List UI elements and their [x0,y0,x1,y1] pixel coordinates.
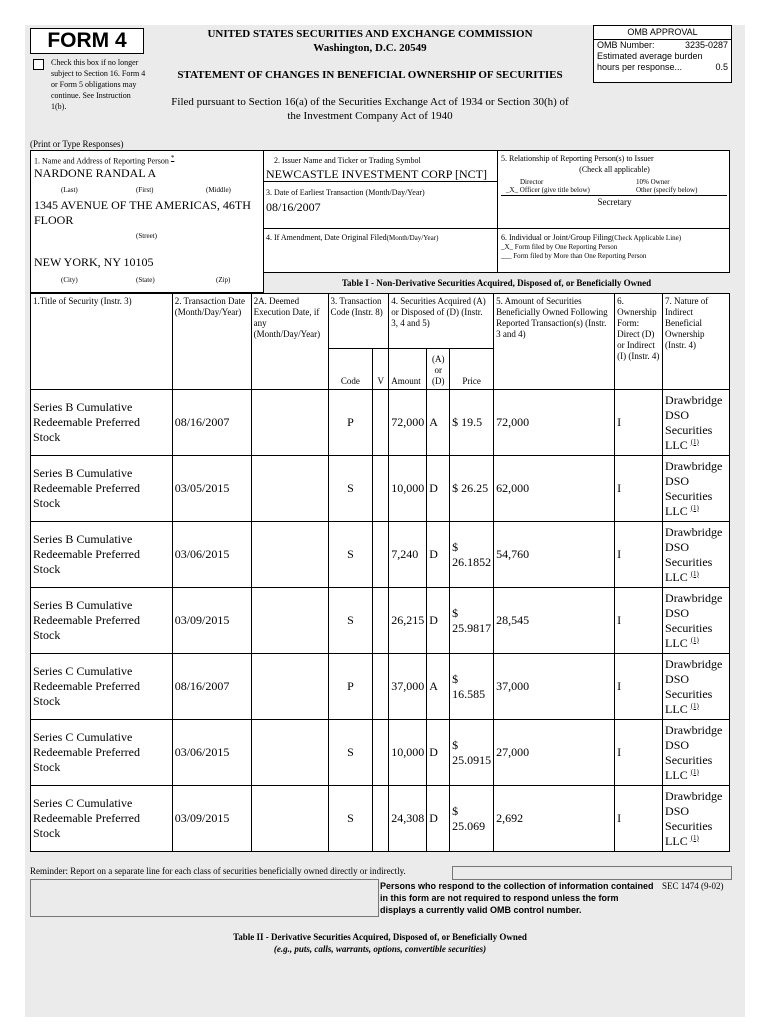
statement-title: STATEMENT OF CHANGES IN BENEFICIAL OWNERSHIP OF SECURITIES [177,69,563,81]
price-text: $ 25.069 [452,803,486,833]
street-address: 1345 AVENUE OF THE AMERICAS, 46TH FLOOR [34,198,251,227]
footnote-link[interactable]: (1) [690,833,699,842]
checkbox-note: Check this box if no longer subject to Section 16. Form 4 or Form 5 obligations may continue. See Instruction 1(b). [51,58,146,111]
one-person-option[interactable]: _X_ Form filed by One Reporting Person [501,243,618,251]
ownership-form-text: I [617,745,622,759]
v-subheader: V [373,349,389,390]
transaction-date-text: 03/06/2015 [174,745,230,759]
price [450,456,494,522]
transaction-code [328,588,373,654]
ownership-form-text: I [617,547,622,561]
form-title: FORM 4 [30,28,144,54]
security-title [31,720,173,786]
box1-label-text: 1. Name and Address of Reporting Person [34,156,169,166]
nature-of-ownership-text: Drawbridge DSO Securities LLC [665,722,723,782]
box5-sub: (Check all applicable) [579,165,650,174]
omb-approval-box [593,25,732,83]
security-title-text: Series C Cumulative Redeemable Preferred Stock [33,796,140,840]
security-title [31,786,173,852]
box1-footnote[interactable]: * [170,154,175,162]
ownership-form-text: I [617,613,622,627]
acquired-or-disposed [427,588,450,654]
nature-of-ownership [663,654,730,720]
footnote-link[interactable]: (1) [690,635,699,644]
transaction-date-text: 08/16/2007 [174,679,230,693]
transaction-code-text: P [347,415,354,429]
security-title-text: Series B Cumulative Redeemable Preferred Stock [33,400,140,444]
table-row [31,390,730,456]
filed-pursuant-line2: the Investment Company Act of 1940 [287,110,453,122]
deemed-date [251,654,328,720]
amount-owned [494,786,615,852]
amount-owned [494,588,615,654]
v-flag [373,456,389,522]
transaction-code-text: S [347,811,354,825]
price-subheader: Price [450,349,494,390]
relationship-box [497,150,730,229]
transaction-date [172,390,251,456]
col-title-header: 1.Title of Security (Instr. 3) [31,294,173,390]
acquired-or-disposed-text: D [429,745,438,759]
transaction-code [328,654,373,720]
persons-notice: Persons who respond to the collection of information contained in this form are not required to respond unless the form displays a currently valid OMB control number. [380,881,654,915]
code-subheader: Code [328,349,373,390]
last-caption: (Last) [61,186,78,194]
transaction-date-text: 03/06/2015 [174,547,230,561]
issuer-box [263,150,498,182]
ownership-form-text: I [617,679,622,693]
acquired-or-disposed-text: D [429,481,438,495]
price-text: $ 25.9817 [452,605,492,635]
footnote-link[interactable]: (1) [690,437,699,446]
ownership-form [615,654,663,720]
footnote-link[interactable]: (1) [690,569,699,578]
transaction-code [328,786,373,852]
transaction-code [328,456,373,522]
nature-of-ownership [663,786,730,852]
box3-label: 3. Date of Earliest Transaction (Month/Day/Year) [266,188,425,197]
security-title-text: Series B Cumulative Redeemable Preferred Stock [33,598,140,642]
amount-owned-text: 2,692 [496,811,524,825]
price [450,720,494,786]
price-text: $ 26.25 [452,481,489,495]
amount [389,522,427,588]
zip-caption: (Zip) [216,276,231,284]
col-date-header: 2. Transaction Date (Month/Day/Year) [172,294,251,390]
ownership-form [615,390,663,456]
transaction-date-text: 08/16/2007 [174,415,230,429]
transaction-code [328,522,373,588]
deemed-date [251,522,328,588]
amount [389,588,427,654]
other-option[interactable]: Other (specify below) [636,186,698,194]
amount [389,390,427,456]
table-row [31,522,730,588]
deemed-date [251,786,328,852]
footnote-link[interactable]: (1) [690,701,699,710]
price [450,390,494,456]
table-row [31,786,730,852]
nature-of-ownership [663,456,730,522]
no-longer-subject-checkbox[interactable] [33,59,44,70]
acquired-or-disposed-text: A [429,415,438,429]
acquired-or-disposed-text: A [429,679,438,693]
box4-label [266,233,438,242]
transaction-code-text: S [347,547,354,561]
amount-text: 37,000 [391,679,425,693]
box4-label-text: 4. If Amendment, Date Original Filed [266,233,387,242]
ten-percent-owner-option[interactable]: 10% Owner [636,178,670,186]
a-or-d-subheader: (A) or (D) [427,349,450,390]
ownership-form [615,720,663,786]
transaction-date [172,720,251,786]
box4-sub: (Month/Day/Year) [386,234,439,242]
nature-of-ownership-text: Drawbridge DSO Securities LLC [665,656,723,716]
acquired-or-disposed [427,456,450,522]
officer-title: Secretary [597,197,632,207]
box6-label-text: 6. Individual or Joint/Group Filing [501,233,612,242]
security-title [31,588,173,654]
v-flag [373,588,389,654]
nature-of-ownership-text: Drawbridge DSO Securities LLC [665,524,723,584]
amount-owned-text: 72,000 [496,415,530,429]
security-title [31,654,173,720]
table-row [31,654,730,720]
price [450,522,494,588]
omb-hours-row [594,62,731,73]
price [450,786,494,852]
transaction-code-text: S [347,613,354,627]
table1-title: Table I - Non-Derivative Securities Acquired, Disposed of, or Beneficially Owned [341,278,652,288]
box2-label: 2. Issuer Name and Ticker or Trading Symbol [274,156,421,165]
nature-of-ownership-text: Drawbridge DSO Securities LLC [665,590,723,650]
deemed-date [251,720,328,786]
amount [389,786,427,852]
amount-owned-text: 28,545 [496,613,530,627]
ownership-form [615,456,663,522]
print-type-note: (Print or Type Responses) [30,139,124,149]
security-title-text: Series C Cumulative Redeemable Preferred Stock [33,664,140,708]
ownership-form [615,588,663,654]
multiple-persons-option[interactable]: ___ Form filed by More than One Reporting Person [501,252,647,260]
transaction-date [172,654,251,720]
transaction-date [172,456,251,522]
deemed-date [251,456,328,522]
col-code-header: 3. Transaction Code (Instr. 8) [328,294,389,349]
omb-title: OMB APPROVAL [594,26,731,40]
ownership-form [615,786,663,852]
security-title-text: Series B Cumulative Redeemable Preferred Stock [33,466,140,510]
acquired-or-disposed-text: D [429,613,438,627]
street-caption: (Street) [136,232,157,240]
transaction-date [172,588,251,654]
col-nature-header: 7. Nature of Indirect Beneficial Ownership (Instr. 4) [663,294,730,390]
box1-label [34,154,174,166]
nature-of-ownership [663,720,730,786]
security-title-text: Series C Cumulative Redeemable Preferred Stock [33,730,140,774]
nature-of-ownership [663,390,730,456]
table1 [30,293,730,852]
footnote-link[interactable]: (1) [690,503,699,512]
security-title-text: Series B Cumulative Redeemable Preferred Stock [33,532,140,576]
transaction-code-text: S [347,745,354,759]
acquired-or-disposed [427,654,450,720]
acquired-or-disposed-text: D [429,547,438,561]
transaction-date [172,522,251,588]
amount-owned-text: 37,000 [496,679,530,693]
col-form-header: 6. Ownership Form: Direct (D) or Indirect (I) (Instr. 4) [615,294,663,390]
nature-of-ownership [663,588,730,654]
amount-owned [494,456,615,522]
amount-owned [494,654,615,720]
transaction-code-text: S [347,481,354,495]
amount-owned-text: 54,760 [496,547,530,561]
box6-sub: (Check Applicable Line) [611,234,682,242]
price-text: $ 16.585 [452,671,486,701]
transaction-code [328,390,373,456]
table-row [31,720,730,786]
issuer-name-ticker: NEWCASTLE INVESTMENT CORP [NCT] [266,167,487,181]
city-state-zip: NEW YORK, NY 10105 [34,255,154,269]
agency-location: Washington, D.C. 20549 [313,42,427,54]
ownership-form [615,522,663,588]
v-flag [373,720,389,786]
nature-of-ownership-text: Drawbridge DSO Securities LLC [665,392,723,452]
transaction-date-text: 03/09/2015 [174,811,230,825]
deemed-date [251,390,328,456]
amount-owned [494,720,615,786]
earliest-transaction-date: 08/16/2007 [266,200,321,214]
deemed-date [251,588,328,654]
security-title [31,522,173,588]
omb-number-label: OMB Number: [597,40,655,50]
amount-owned-text: 62,000 [496,481,530,495]
omb-number-row [594,40,731,51]
v-flag [373,522,389,588]
table1-header-row [31,294,730,349]
acquired-or-disposed [427,390,450,456]
table2-title [30,931,730,955]
middle-caption: (Middle) [206,186,231,194]
amount [389,720,427,786]
amount [389,654,427,720]
amount-subheader: Amount [389,349,427,390]
omb-hours: 0.5 [715,62,728,72]
filed-pursuant-line1: Filed pursuant to Section 16(a) of the Securities Exchange Act of 1934 or Section 30(h) of [171,96,569,108]
amount-owned-text: 27,000 [496,745,530,759]
director-option[interactable]: Director [520,178,544,186]
reminder-note: Reminder: Report on a separate line for each class of securities beneficially owned directly or indirectly. [30,866,406,876]
acquired-or-disposed [427,522,450,588]
title-divider [501,195,727,196]
price [450,588,494,654]
filing-type-box [497,228,730,273]
box5-label: 5. Relationship of Reporting Person(s) to Issuer [501,154,654,163]
state-caption: (State) [136,276,155,284]
amendment-box [263,228,498,273]
table2-title-text: Table II - Derivative Securities Acquired, Disposed of, or Beneficially Owned [233,932,527,942]
omb-burden: Estimated average burden [597,51,703,61]
acquired-or-disposed-text: D [429,811,438,825]
ownership-form-text: I [617,415,622,429]
omb-number: 3235-0287 [684,40,728,50]
nature-of-ownership-text: Drawbridge DSO Securities LLC [665,458,723,518]
price-text: $ 25.0915 [452,737,492,767]
acquired-or-disposed [427,786,450,852]
col-deemed-date-header: 2A. Deemed Execution Date, if any (Month/Day/Year) [251,294,328,390]
nature-of-ownership [663,522,730,588]
ownership-form-text: I [617,481,622,495]
table-row [31,456,730,522]
col-acquired-header: 4. Securities Acquired (A) or Disposed of (D) (Instr. 3, 4 and 5) [389,294,494,349]
price [450,654,494,720]
city-caption: (City) [61,276,78,284]
transaction-date [172,786,251,852]
amount-text: 24,308 [391,811,425,825]
agency-name: UNITED STATES SECURITIES AND EXCHANGE COMMISSION [207,28,533,40]
security-title [31,456,173,522]
acquired-or-disposed [427,720,450,786]
omb-hours-label: hours per response... [597,62,683,72]
security-title [31,390,173,456]
ownership-form-text: I [617,811,622,825]
col-owned-header: 5. Amount of Securities Beneficially Owned Following Reported Transaction(s) (Instr. 3 and 4) [494,294,615,390]
table-row [31,588,730,654]
v-flag [373,654,389,720]
amount-text: 10,000 [391,745,425,759]
table2-subtitle: (e.g., puts, calls, warrants, options, convertible securities) [273,944,487,954]
price-text: $ 26.1852 [452,539,492,569]
amount-text: 7,240 [391,547,419,561]
transaction-code-text: P [347,679,354,693]
nature-of-ownership-text: Drawbridge DSO Securities LLC [665,788,723,848]
officer-option[interactable]: _X_ Officer (give title below) [506,186,590,194]
v-flag [373,390,389,456]
v-flag [373,786,389,852]
amount-owned [494,522,615,588]
reporting-person-name: NARDONE RANDAL A [34,166,157,180]
sec-form-number: SEC 1474 (9-02) [662,881,724,891]
amount [389,456,427,522]
transaction-date-text: 03/05/2015 [174,481,230,495]
amount-text: 72,000 [391,415,425,429]
reporting-person-box [30,150,264,293]
amount-text: 26,215 [391,613,425,627]
notice-field [30,879,379,917]
footnote-link[interactable]: (1) [690,767,699,776]
first-caption: (First) [136,186,154,194]
price-text: $ 19.5 [452,415,483,429]
amount-text: 10,000 [391,481,425,495]
transaction-date-text: 03/09/2015 [174,613,230,627]
reminder-field [452,866,732,880]
amount-owned [494,390,615,456]
box6-label [501,233,681,242]
earliest-transaction-box [263,181,498,229]
transaction-code [328,720,373,786]
